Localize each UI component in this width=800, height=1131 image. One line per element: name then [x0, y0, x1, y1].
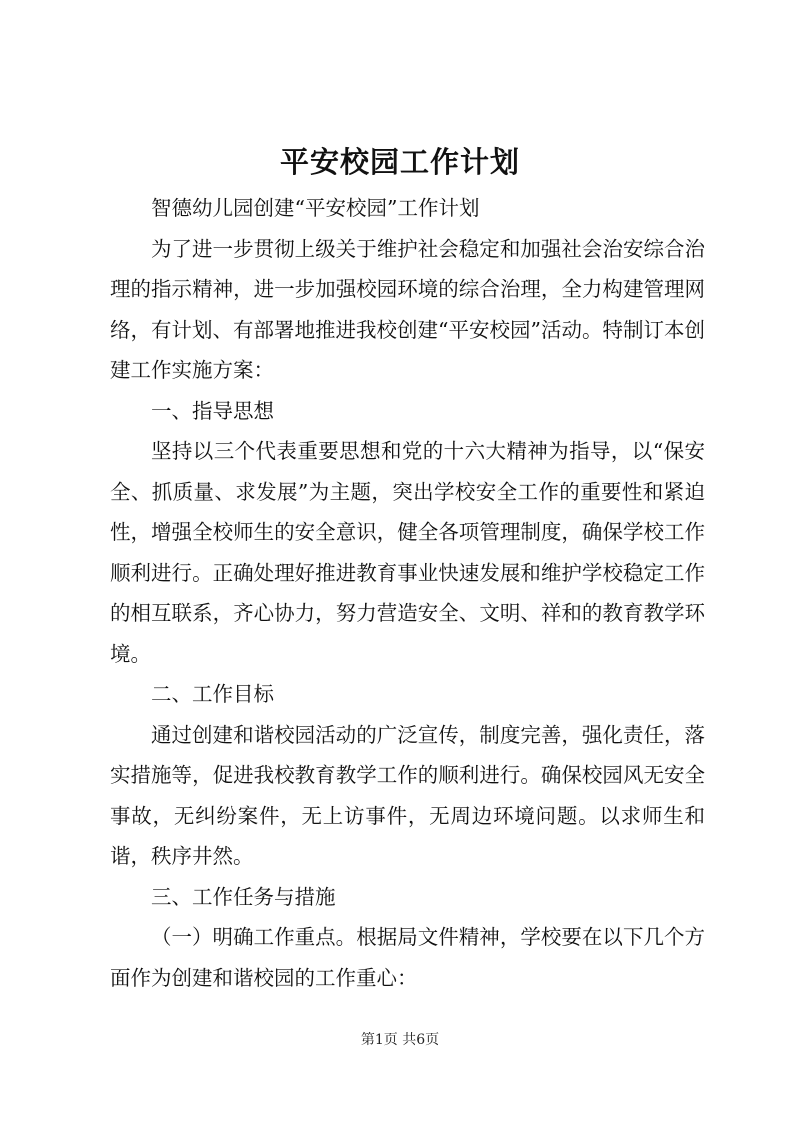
tasks-measures-paragraph: （一）明确工作重点。根据局文件精神，学校要在以下几个方面作为创建和谐校园的工作重心：	[110, 925, 705, 990]
section-heading-tasks-measures: 三、工作任务与措施	[151, 884, 336, 909]
subtitle-paragraph: 智德幼儿园创建“平安校园”工作计划	[151, 196, 480, 220]
guiding-ideology-paragraph: 坚持以三个代表重要思想和党的十六大精神为指导，以“保安全、抓质量、求发展”为主题，突出学校安全工作的重要性和紧迫性，增强全校师生的安全意识，健全各项管理制度，确保学校工作顺利进行。正确处理好推进教育事业快速发展和维护学校稳定工作的相互联系，齐心协力，努力营造安全、文明、祥和的教育教学环境。	[110, 439, 705, 666]
document-body	[110, 188, 705, 998]
section-heading-guiding-ideology: 一、指导思想	[151, 398, 274, 423]
intro-paragraph: 为了进一步贯彻上级关于维护社会稳定和加强社会治安综合治理的指示精神，进一步加强校园环境的综合治理，全力构建管理网络，有计划、有部署地推进我校创建“平安校园”活动。特制订本创建工作实施方案：	[110, 236, 705, 382]
work-goals-paragraph: 通过创建和谐校园活动的广泛宣传，制度完善，强化责任，落实措施等，促进我校教育教学工作的顺利进行。确保校园风无安全事故，无纠纷案件，无上访事件，无周边环境问题。以求师生和谐，秩序井然。	[110, 722, 705, 868]
document-title: 平安校园工作计划	[279, 145, 520, 179]
page-footer: 第1页 共6页	[360, 1032, 440, 1048]
section-heading-work-goals: 二、工作目标	[151, 682, 274, 706]
